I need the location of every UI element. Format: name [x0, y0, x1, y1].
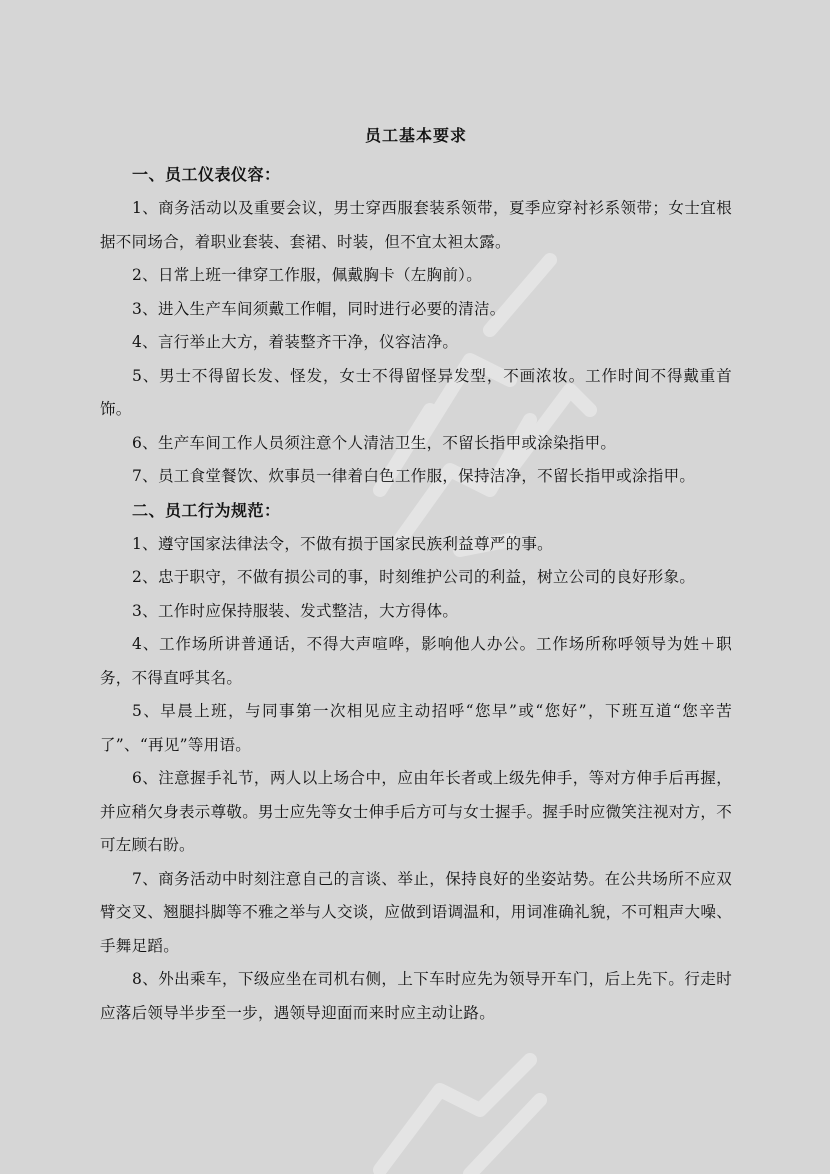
- paragraph: 1、商务活动以及重要会议，男士穿西服套装系领带，夏季应穿衬衫系领带；女士宜根据不同场合，着职业套装、套裙、时装，但不宜太袒太露。: [100, 199, 732, 251]
- paragraph: 2、日常上班一律穿工作服，佩戴胸卡（左胸前）。: [132, 266, 483, 284]
- paragraph: 7、商务活动中时刻注意自己的言谈、举止，保持良好的坐姿站势。在公共场所不应双臂交叉、翘腿抖脚等不雅之举与人交谈，应做到语调温和，用词准确礼貌，不可粗声大噪、手舞足蹈。: [100, 869, 733, 955]
- paragraph: 4、言行举止大方，着装整齐干净，仪容洁净。: [132, 333, 459, 351]
- section-heading-conduct: 二、员工行为规范：: [132, 500, 281, 520]
- paragraph: 5、男士不得留长发、怪发，女士不得留怪异发型，不画浓妆。工作时间不得戴重首饰。: [100, 366, 732, 418]
- paragraph: 1、遵守国家法律法令，不做有损于国家民族利益尊严的事。: [132, 534, 553, 553]
- watermark-graphic-bottom: [360, 1050, 580, 1174]
- paragraph: 5、早晨上班，与同事第一次相见应主动招呼“您早”或“您好”，下班互道“您辛苦了”、“再见”等用语。: [100, 702, 732, 754]
- document-content: [100, 124, 732, 1030]
- paragraph: 6、注意握手礼节，两人以上场合中，应由年长者或上级先伸手，等对方伸手后再握，并应稍欠身表示尊敬。男士应先等女士伸手后方可与女士握手。握手时应微笑注视对方，不可左顾右盼。: [100, 769, 733, 854]
- paragraph: 6、生产车间工作人员须注意个人清洁卫生，不留长指甲或涂染指甲。: [132, 433, 617, 452]
- paragraph: 3、工作时应保持服装、发式整洁，大方得体。: [132, 601, 459, 620]
- paragraph: 8、外出乘车，下级应坐在司机右侧，上下车时应先为领导开车门，后上先下。行走时应落后领导半步至一步，遇领导迎面而来时应主动让路。: [100, 970, 732, 1022]
- paragraph: 4、工作场所讲普通话，不得大声喧哗，影响他人办公。工作场所称呼领导为姓＋职务，不得直呼其名。: [100, 635, 732, 687]
- document-title: 员工基本要求: [364, 126, 467, 145]
- paragraph: 7、员工食堂餐饮、炊事员一律着白色工作服，保持洁净，不留长指甲或涂指甲。: [132, 467, 696, 485]
- section-heading-appearance: 一、员工仪表仪容：: [132, 165, 281, 184]
- paragraph: 2、忠于职守，不做有损公司的事，时刻维护公司的利益，树立公司的良好形象。: [132, 568, 696, 586]
- paragraph: 3、进入生产车间须戴工作帽，同时进行必要的清洁。: [132, 299, 506, 318]
